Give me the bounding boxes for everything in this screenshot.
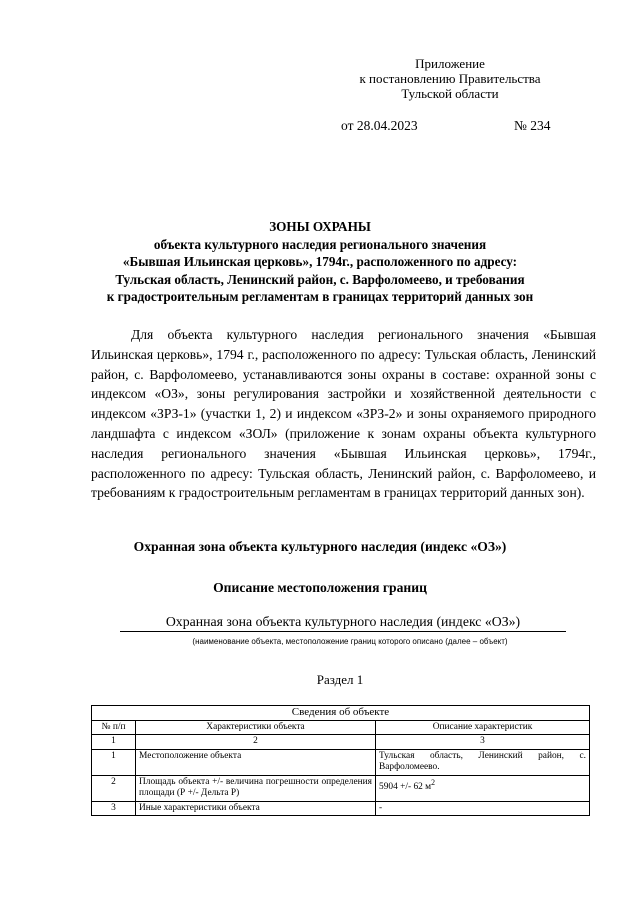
title-line-5: к градостроительным регламентам в границах территорий данных зон	[106, 289, 534, 304]
section-heading: Охранная зона объекта культурного наследия (индекс «ОЗ»)	[133, 539, 507, 554]
row-description	[376, 775, 590, 801]
area-value: 5904 +/- 62 м	[379, 781, 432, 792]
row-characteristic: Иные характеристики объекта	[136, 801, 376, 816]
appendix-line-3: Тульской области	[401, 86, 499, 101]
title-line-4: Тульская область, Ленинский район, с. Варфоломеево, и требования	[115, 271, 525, 287]
row-num: 2	[92, 775, 136, 801]
title-line-3: «Бывшая Ильинская церковь», 1794г., расположенного по адресу:	[122, 254, 518, 269]
row-characteristic: Площадь объекта +/- величина погрешности определения площади (Р +/- Дельта Р)	[136, 775, 376, 801]
object-name: Охранная зона объекта культурного наследия (индекс «ОЗ»)	[120, 614, 566, 632]
document-title	[60, 218, 580, 306]
subsection-heading: Описание местоположения границ	[213, 580, 427, 595]
row-num: 3	[92, 801, 136, 816]
index-cell: 2	[136, 735, 376, 750]
appendix-line-2: к постановлению Правительства	[359, 71, 541, 86]
title-line-2: объекта культурного наследия регионального значения	[153, 236, 487, 252]
table-caption: Сведения об объекте	[92, 706, 590, 721]
table-header-row	[92, 720, 590, 735]
table-row	[92, 801, 590, 816]
object-info-table	[91, 705, 590, 816]
row-num: 1	[92, 749, 136, 775]
row-characteristic: Местоположение объекта	[136, 749, 376, 775]
table-caption-row	[92, 706, 590, 721]
header-description: Описание характеристик	[376, 720, 590, 735]
index-cell: 1	[92, 735, 136, 750]
header-num: № п/п	[92, 720, 136, 735]
index-cell: 3	[376, 735, 590, 750]
title-line-1: ЗОНЫ ОХРАНЫ	[269, 219, 371, 234]
table-row	[92, 749, 590, 775]
section-label: Раздел 1	[316, 672, 364, 687]
row-description: Тульская область, Ленинский район, с. Варфоломеево.	[376, 749, 590, 775]
intro-paragraph: Для объекта культурного наследия регионального значения «Бывшая Ильинская церковь», 1794 г., расположенного по адресу: Тульская область, Ленинский район, с. Варфоломеево, устанавливаются зоны охраны в составе: охранной зоны с индексом «ОЗ», зоны регулирования застройки и хозяйственной деятельности с индексом «ЗРЗ-1» (участки 1, 2) и индексом «ЗРЗ-2» и зоны охраняемого природного ландшафта с индексом «ЗОЛ» (приложение к зонам охраны объекта культурного наследия регионального значения «Бывшая Ильинская церковь», 1794г., расположенного по адресу: Тульская область, Ленинский район, с. Варфоломеево, и требованиям к градостроительным регламентам в границах территорий данных зон).	[91, 327, 596, 501]
appendix-block	[300, 56, 600, 101]
object-note: (наименование объекта, местоположение границ которого описано (далее – объект)	[192, 637, 508, 646]
header-characteristics: Характеристики объекта	[136, 720, 376, 735]
decree-number: № 234	[514, 118, 551, 133]
row-description: -	[376, 801, 590, 816]
table-index-row	[92, 735, 590, 750]
decree-date: от 28.04.2023	[341, 118, 418, 133]
table-row	[92, 775, 590, 801]
area-unit-exponent: 2	[431, 777, 436, 787]
appendix-line-1: Приложение	[415, 56, 485, 71]
